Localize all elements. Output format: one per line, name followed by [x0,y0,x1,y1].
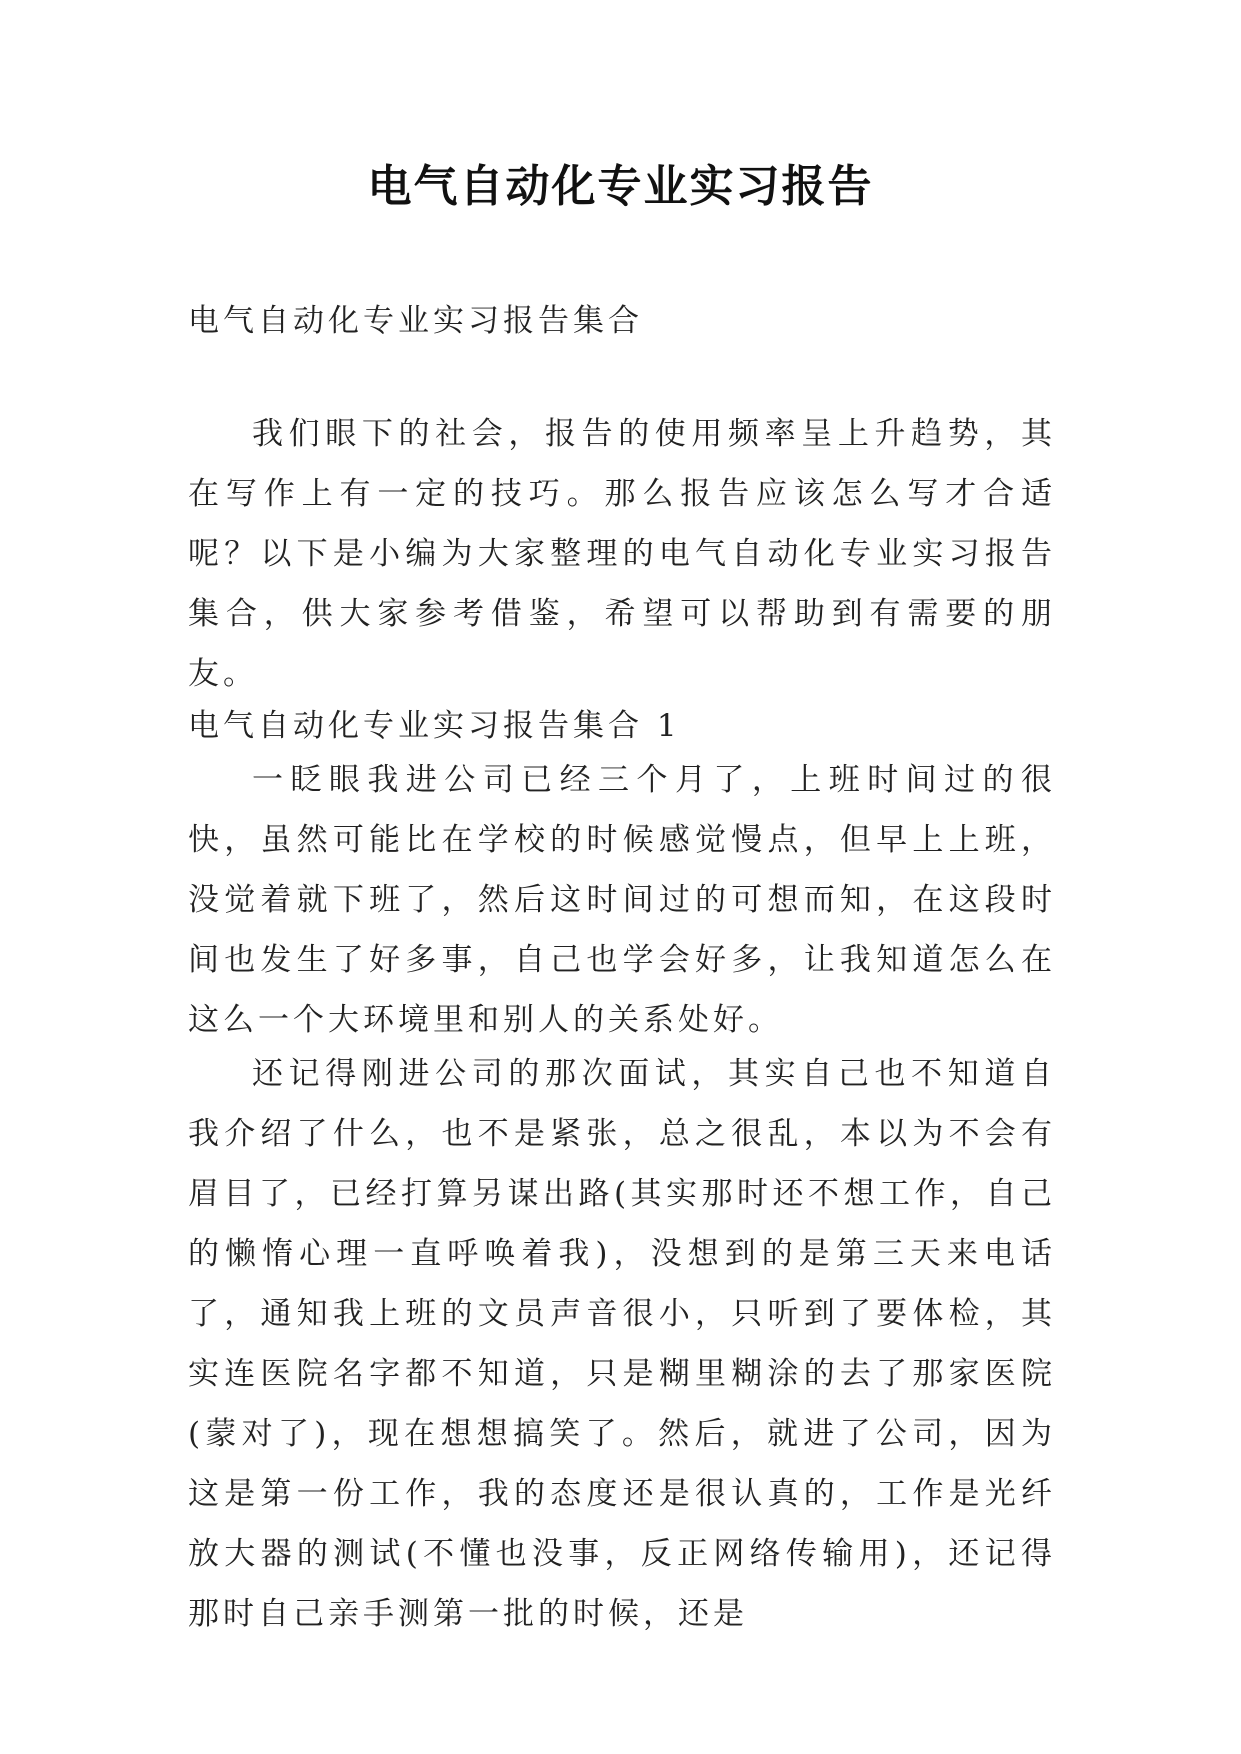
body-paragraph: 一眨眼我进公司已经三个月了，上班时间过的很快，虽然可能比在学校的时候感觉慢点，但早上上班，没觉着就下班了，然后这时间过的可想而知，在这段时间也发生了好多事，自己也学会好多，让我知道怎么在这么一个大环境里和别人的关系处好。 [188,762,1056,1038]
document-subtitle: 电气自动化专业实习报告集合 [188,303,643,339]
body-paragraph: 还记得刚进公司的那次面试，其实自己也不知道自我介绍了什么，也不是紧张，总之很乱，本以为不会有眉目了，已经打算另谋出路(其实那时还不想工作，自己的懒惰心理一直呼唤着我)，没想到的是第三天来电话了，通知我上班的文员声音很小，只听到了要体检，其实连医院名字都不知道，只是糊里糊涂的去了那家医院(蒙对了)，现在想想搞笑了。然后，就进了公司，因为这是第一份工作，我的态度还是很认真的，工作是光纤放大器的测试(不懂也没事，反正网络传输用)，还记得那时自己亲手测第一批的时候，还是 [188,1056,1056,1632]
document-title: 电气自动化专业实习报告 [367,161,874,212]
intro-paragraph: 我们眼下的社会，报告的使用频率呈上升趋势，其在写作上有一定的技巧。那么报告应该怎么写才合适呢？以下是小编为大家整理的电气自动化专业实习报告集合，供大家参考借鉴，希望可以帮助到有需要的朋友。 [188,416,1056,692]
section-heading: 电气自动化专业实习报告集合 1 [188,708,681,744]
